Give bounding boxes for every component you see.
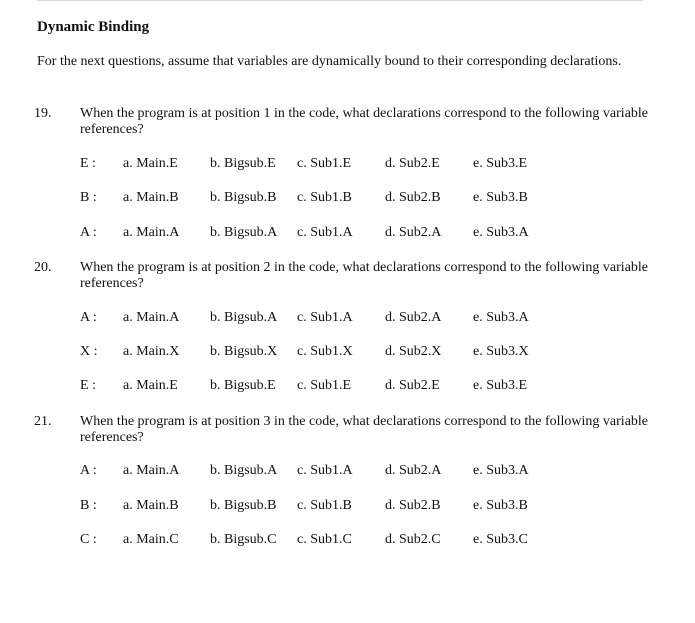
option-c[interactable]: c. Sub1.A xyxy=(297,310,353,325)
option-e[interactable]: e. Sub3.A xyxy=(473,310,529,325)
question-21-text: When the program is at position 3 in the code, what declarations correspond to the following variable references? xyxy=(80,414,649,445)
variable-label: X : xyxy=(80,344,98,359)
option-a[interactable]: a. Main.C xyxy=(123,532,179,547)
option-a[interactable]: a. Main.A xyxy=(123,463,180,478)
variable-label: A : xyxy=(80,225,97,240)
option-d[interactable]: d. Sub2.A xyxy=(385,463,442,478)
question-20-row-2 xyxy=(0,343,695,361)
option-a[interactable]: a. Main.B xyxy=(123,498,179,513)
option-b[interactable]: b. Bigsub.A xyxy=(210,310,278,325)
option-d[interactable]: d. Sub2.B xyxy=(385,498,441,513)
option-d[interactable]: d. Sub2.A xyxy=(385,225,442,240)
option-c[interactable]: c. Sub1.A xyxy=(297,463,353,478)
option-b[interactable]: b. Bigsub.E xyxy=(210,378,276,393)
question-20-number: 20. xyxy=(34,260,52,275)
option-e[interactable]: e. Sub3.A xyxy=(473,225,529,240)
question-19-row-3 xyxy=(0,224,695,242)
option-c[interactable]: c. Sub1.E xyxy=(297,378,352,393)
option-d[interactable]: d. Sub2.E xyxy=(385,156,440,171)
variable-label: B : xyxy=(80,190,97,205)
option-a[interactable]: a. Main.A xyxy=(123,310,180,325)
variable-label: C : xyxy=(80,532,97,547)
option-d[interactable]: d. Sub2.C xyxy=(385,532,441,547)
question-21-row-1 xyxy=(0,462,695,480)
option-a[interactable]: a. Main.B xyxy=(123,190,179,205)
option-b[interactable]: b. Bigsub.A xyxy=(210,463,278,478)
option-a[interactable]: a. Main.X xyxy=(123,344,180,359)
question-19-number: 19. xyxy=(34,106,52,121)
option-a[interactable]: a. Main.E xyxy=(123,156,178,171)
intro-text: For the next questions, assume that variables are dynamically bound to their corresponding declarations. xyxy=(37,54,622,69)
variable-label: E : xyxy=(80,156,96,171)
option-a[interactable]: a. Main.A xyxy=(123,225,180,240)
option-c[interactable]: c. Sub1.B xyxy=(297,498,352,513)
question-19-row-2 xyxy=(0,189,695,207)
option-c[interactable]: c. Sub1.B xyxy=(297,190,352,205)
question-20-row-1 xyxy=(0,309,695,327)
option-e[interactable]: e. Sub3.B xyxy=(473,190,528,205)
option-e[interactable]: e. Sub3.E xyxy=(473,156,528,171)
page-title: Dynamic Binding xyxy=(37,19,150,35)
question-21-number: 21. xyxy=(34,414,52,429)
question-20-text: When the program is at position 2 in the code, what declarations correspond to the following variable references? xyxy=(80,260,649,291)
variable-label: E : xyxy=(80,378,96,393)
option-e[interactable]: e. Sub3.C xyxy=(473,532,528,547)
option-e[interactable]: e. Sub3.A xyxy=(473,463,529,478)
question-20-row-3 xyxy=(0,377,695,395)
question-19-row-1 xyxy=(0,155,695,173)
option-b[interactable]: b. Bigsub.C xyxy=(210,532,277,547)
variable-label: B : xyxy=(80,498,97,513)
option-a[interactable]: a. Main.E xyxy=(123,378,178,393)
option-b[interactable]: b. Bigsub.A xyxy=(210,225,278,240)
option-d[interactable]: d. Sub2.X xyxy=(385,344,442,359)
question-21-row-3 xyxy=(0,531,695,549)
option-c[interactable]: c. Sub1.X xyxy=(297,344,353,359)
option-b[interactable]: b. Bigsub.X xyxy=(210,344,278,359)
option-c[interactable]: c. Sub1.A xyxy=(297,225,353,240)
option-b[interactable]: b. Bigsub.B xyxy=(210,190,277,205)
option-d[interactable]: d. Sub2.E xyxy=(385,378,440,393)
option-e[interactable]: e. Sub3.E xyxy=(473,378,528,393)
question-21-row-2 xyxy=(0,497,695,515)
option-d[interactable]: d. Sub2.A xyxy=(385,310,442,325)
option-b[interactable]: b. Bigsub.E xyxy=(210,156,276,171)
option-c[interactable]: c. Sub1.C xyxy=(297,532,352,547)
variable-label: A : xyxy=(80,463,97,478)
option-d[interactable]: d. Sub2.B xyxy=(385,190,441,205)
top-divider xyxy=(37,0,643,1)
option-c[interactable]: c. Sub1.E xyxy=(297,156,352,171)
option-e[interactable]: e. Sub3.B xyxy=(473,498,528,513)
variable-label: A : xyxy=(80,310,97,325)
option-e[interactable]: e. Sub3.X xyxy=(473,344,529,359)
option-b[interactable]: b. Bigsub.B xyxy=(210,498,277,513)
question-19-text: When the program is at position 1 in the code, what declarations correspond to the following variable references? xyxy=(80,106,649,137)
